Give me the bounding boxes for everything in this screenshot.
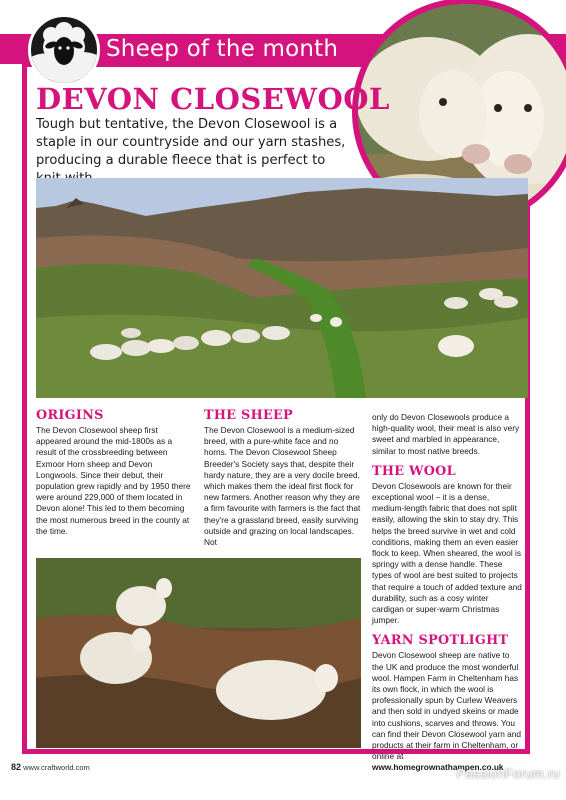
the-sheep-heading: THE SHEEP — [204, 408, 293, 423]
the-sheep-continued: only do Devon Closewools produce a high-quality wool, their meat is also very sweet and marbled in appearance, similar to most native breeds. — [372, 412, 520, 456]
yarn-spotlight-section — [372, 633, 522, 773]
origins-heading: ORIGINS — [36, 408, 104, 423]
the-wool-section — [372, 464, 522, 627]
column-right — [372, 412, 522, 774]
section-kicker: Sheep of the month — [106, 36, 339, 62]
the-wool-body: Devon Closewools are known for their exceptional wool – it is a dense, medium-length fabric that does not split easily, allowing the skin to stay dry. This helps the breed survive in wet and cold conditions, making them an even easier flock to keep. When sheared, the wool is springy with a dense handle. These types of wool are best suited to projects that require a touch of added texture and durability, such as a cosy winter cardigan or super-warm Christmas jumper. — [372, 480, 522, 626]
page-number: 82 — [11, 762, 22, 772]
yarn-spotlight-heading: YARN SPOTLIGHT — [372, 633, 509, 649]
column-the-sheep — [204, 408, 362, 548]
sheep-logo-icon — [28, 14, 100, 86]
column-origins — [36, 408, 194, 537]
footer-site[interactable]: www.craftworld.com — [23, 763, 90, 772]
origins-body: The Devon Closewool sheep first appeared around the mid-1800s as a result of the crossbreeding between Exmoor Horn sheep and Devon Longwools. Since their debut, their population grew rapidly and by 1950 there were around 229,000 of them located in Devon alone! This led to them becoming the most numerous breed in the county at the time. — [36, 425, 191, 536]
the-sheep-body: The Devon Closewool is a medium-sized breed, with a pure-white face and no horns. The Devon Closewool Sheep Breeder's Society says that, despite their hardy nature, they are a very docile breed, which makes them the ideal first flock for new farmers. Another reason why they are a firm favourite with farmers is the fact that they're a grassland breed, easily surviving outside and grazing on local landscapes. Not — [204, 425, 361, 548]
page-title: DEVON CLOSEWOOL — [36, 82, 390, 116]
watermark: PassionForum.ru — [456, 766, 560, 781]
standfirst: Tough but tentative, the Devon Closewool is a staple in our countryside and our yarn stashes, producing a durable fleece that is perfect to — [36, 117, 346, 168]
flock-landscape-photo — [36, 178, 528, 398]
yarn-spotlight-body — [372, 650, 522, 773]
the-wool-heading: THE WOOL — [372, 463, 456, 479]
sheep-in-bracken-photo — [36, 558, 361, 748]
page-footer — [11, 762, 90, 772]
hampen-farm-link[interactable]: www.homegrownathampen.co.uk — [372, 762, 504, 773]
yarn-spotlight-text: Devon Closewool sheep are native to the UK and produce the most wonderful wool. Hampen Farm in Cheltenham has its own flock, in which the wool is professionally spun by Curlew Weavers and then sold in undyed skeins or made into cushions, scarves and throws. You can find their Devon Closewool yarn and products at their farm in Cheltenham, or online at — [372, 650, 521, 762]
